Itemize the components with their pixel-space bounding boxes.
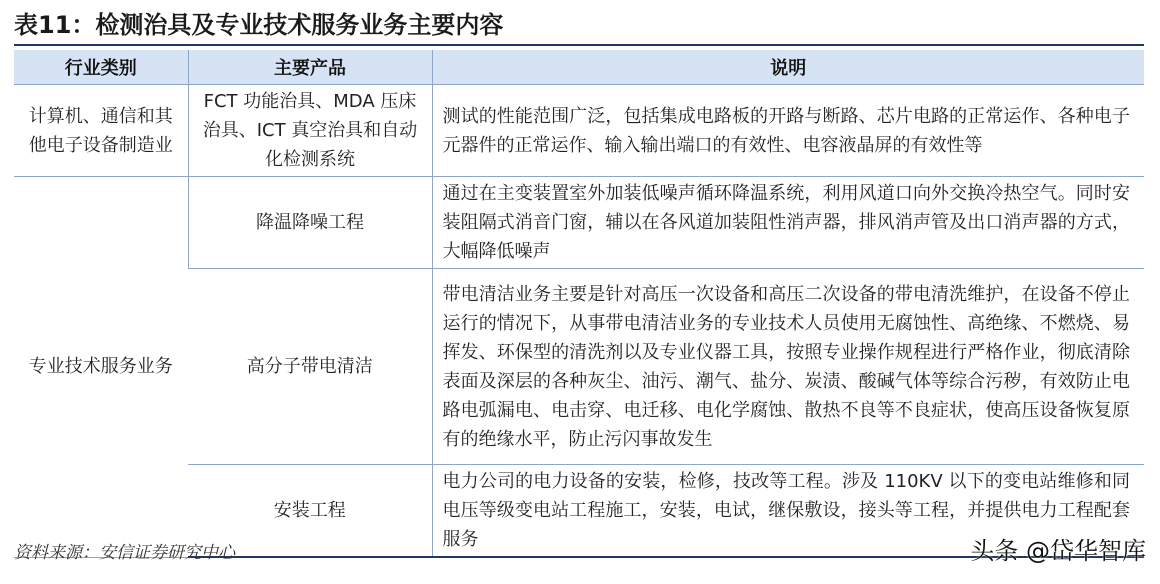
table-title: 表11：检测治具及专业技术服务业务主要内容 [14,11,504,39]
header-description: 说明 [432,50,1144,85]
header-product: 主要产品 [188,50,432,85]
cell-description: 通过在主变装置室外加装低噪声循环降温系统，利用风道口向外交换冷热空气。同时安装阻隔式消音门窗，辅以在各风道加装阻性消声器，排风消声管及出口消声器的方式，大幅降低噪声 [432,177,1144,269]
cell-product: 安装工程 [188,465,432,558]
cell-product: 降温降噪工程 [188,177,432,269]
cell-product: FCT 功能治具、MDA 压床治具、ICT 真空治具和自动化检测系统 [188,85,432,177]
cell-description: 电力公司的电力设备的安装，检修，技改等工程。涉及 110KV 以下的变电站维修和同电压等级变电站工程施工，安装，电试，继保敷设，接头等工程，并提供电力工程配套服务 [432,465,1144,558]
cell-description: 带电清洁业务主要是针对高压一次设备和高压二次设备的带电清洗维护，在设备不停止运行的情况下，从事带电清洁业务的专业技术人员使用无腐蚀性、高绝缘、不燃烧、易挥发、环保型的清洗剂以及专业仪器工具，按照专业操作规程进行严格作业，彻底清除表面及深层的各种灰尘、油污、潮气、盐分、炭渍、酸碱气体等综合污秽，有效防止电路电弧漏电、电击穿、电迁移、电化学腐蚀、散热不良等不良症状，使高压设备恢复原有的绝缘水平，防止污闪事故发生 [432,269,1144,465]
cell-product: 高分子带电清洁 [188,269,432,465]
table-row [14,177,1144,269]
source-note: 资料来源：安信证券研究中心 [14,543,235,563]
cell-category: 计算机、通信和其他电子设备制造业 [14,85,188,177]
table-row [14,85,1144,177]
table-header-row [14,50,1144,85]
watermark: 头条 @岱华智库 [970,537,1146,565]
title-rule [14,44,1144,46]
cell-category: 专业技术服务业务 [14,177,188,558]
cell-description: 测试的性能范围广泛，包括集成电路板的开路与断路、芯片电路的正常运作、各种电子元器件的正常运作、输入输出端口的有效性、电容液晶屏的有效性等 [432,85,1144,177]
header-category: 行业类别 [14,50,188,85]
content-table [14,50,1144,558]
